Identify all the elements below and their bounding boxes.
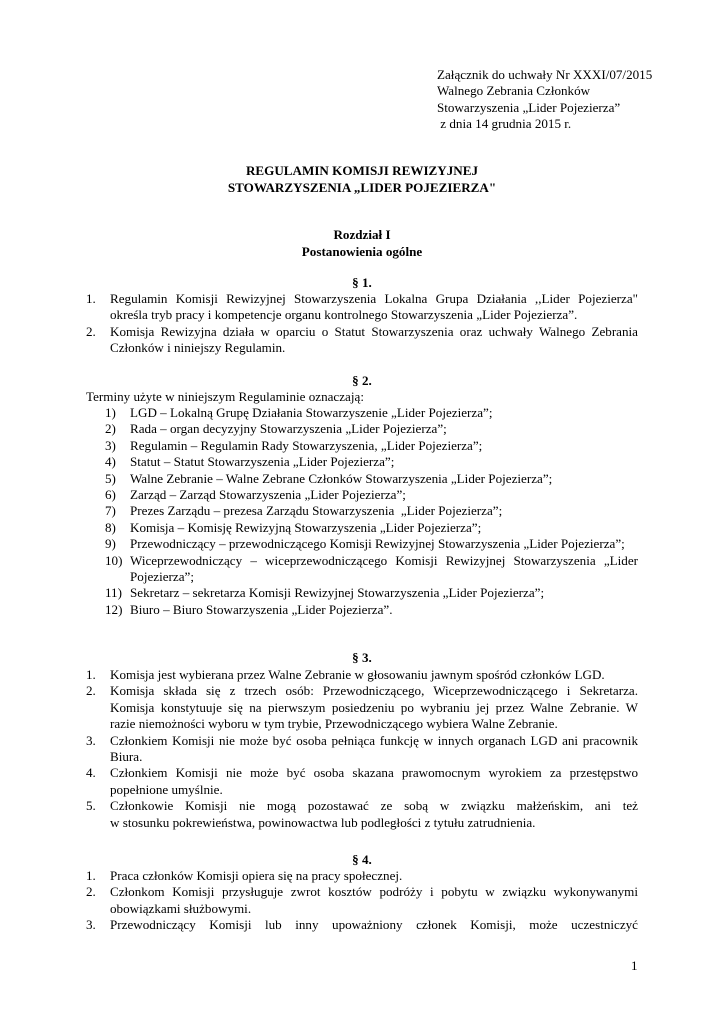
definition-text: Zarząd – Zarząd Stowarzyszenia „Lider Pojezierza”; xyxy=(130,487,406,503)
list-item-line: Praca członków Komisji opiera się na pracy społecznej. xyxy=(110,868,403,883)
definition-text: Przewodniczący – przewodniczącego Komisji Rewizyjnej Stowarzyszenia „Lider Pojezierza”; xyxy=(130,536,625,552)
list-item-line: Komisja jest wybierana przez Walne Zebranie w głosowaniu jawnym spośród członków LGD. xyxy=(110,667,605,682)
list-item xyxy=(86,324,638,357)
list-item-line: Komisja składa się z trzech osób: Przewodniczącego, Wiceprzewodniczącego i Sekretarza. xyxy=(110,683,638,699)
definition-number: 5) xyxy=(105,470,116,486)
page-number: 1 xyxy=(631,958,638,973)
definition-item xyxy=(105,487,638,503)
list-item-number: 1. xyxy=(86,291,96,306)
chapter-label: Rozdział I xyxy=(333,227,391,242)
definition-item xyxy=(105,421,638,437)
definition-text: LGD – Lokalną Grupę Działania Stowarzyszenie „Lider Pojezierza”; xyxy=(130,405,493,420)
list-item-number: 2. xyxy=(86,884,96,900)
section-heading-1: § 1. xyxy=(352,275,372,290)
list-item-line: Regulamin Komisji Rewizyjnej Stowarzyszenia Lokalna Grupa Działania ,,Lider Pojezierza" xyxy=(110,291,638,306)
list-item-line: Członków i niniejszy Regulamin. xyxy=(110,340,286,356)
definitions-list xyxy=(105,405,638,618)
attachment-note xyxy=(437,67,697,133)
definition-number: 2) xyxy=(105,421,116,437)
list-item xyxy=(86,917,638,933)
attachment-note-line: Stowarzyszenia „Lider Pojezierza” xyxy=(437,99,621,115)
list-item xyxy=(86,291,638,324)
section-1-list xyxy=(86,291,638,357)
section-heading-3: § 3. xyxy=(352,650,372,665)
definition-number: 7) xyxy=(105,503,116,519)
list-item-line: Przewodniczący Komisji lub inny upoważniony członek Komisji, może uczestniczyć xyxy=(110,917,638,933)
chapter-name: Postanowienia ogólne xyxy=(301,244,423,259)
list-item xyxy=(86,733,638,766)
definition-item xyxy=(105,585,638,601)
list-item-number: 4. xyxy=(86,765,96,781)
definition-text: Sekretarz – sekretarza Komisji Rewizyjnej Stowarzyszenia „Lider Pojezierza”; xyxy=(130,585,545,601)
section-4-list xyxy=(86,868,638,934)
list-item-number: 1. xyxy=(86,868,96,883)
definition-text: Biuro – Biuro Stowarzyszenia „Lider Pojezierza”. xyxy=(130,601,393,617)
document-title-line-1: REGULAMIN KOMISJI REWIZYJNEJ xyxy=(245,163,479,178)
list-item xyxy=(86,868,638,884)
list-item-line: Członkowie Komisji nie mogą pozostawać ze sobą w związku małżeńskim, ani też xyxy=(110,798,638,814)
list-item xyxy=(86,667,638,683)
definition-number: 9) xyxy=(105,536,116,552)
attachment-note-line: Załącznik do uchwały Nr XXXI/07/2015 xyxy=(437,67,653,82)
list-item-number: 3. xyxy=(86,732,96,748)
list-item-line: razie niemożności wyboru w tym trybie, Przewodniczącego wybiera Walne Zebranie. xyxy=(110,716,558,732)
definition-item xyxy=(105,520,638,536)
list-item-number: 2. xyxy=(86,683,96,699)
list-item-number: 5. xyxy=(86,798,96,814)
list-item-line: określa tryb pracy i kompetencje organu kontrolnego Stowarzyszenia „Lider Pojezierza”. xyxy=(110,307,578,323)
definition-text: Wiceprzewodniczący – wiceprzewodniczącego Komisji Rewizyjnej Stowarzyszenia „Lider xyxy=(130,552,638,568)
list-item xyxy=(86,798,638,831)
definition-item xyxy=(105,471,638,487)
definition-item xyxy=(105,536,638,552)
section-heading-2: § 2. xyxy=(352,373,372,388)
attachment-note-line: z dnia 14 grudnia 2015 r. xyxy=(437,116,572,132)
list-item-line: Komisja konstytuuje się na pierwszym posiedzeniu po wybraniu jej przez Walne Zebranie. W xyxy=(110,699,638,715)
definition-text: Rada – organ decyzyjny Stowarzyszenia „Lider Pojezierza”; xyxy=(130,421,447,437)
definition-number: 10) xyxy=(105,552,123,568)
section-3-list xyxy=(86,667,638,831)
definition-number: 8) xyxy=(105,519,116,535)
definition-number: 1) xyxy=(105,405,116,420)
list-item-number: 3. xyxy=(86,917,96,933)
list-item-line: Biura. xyxy=(110,749,143,765)
document-title-line-2: STOWARZYSZENIA „LIDER POJEZIERZA" xyxy=(227,180,497,195)
definition-text: Walne Zebranie – Walne Zebrane Członków Stowarzyszenia „Lider Pojezierza”; xyxy=(130,470,553,486)
definition-text: Komisja – Komisję Rewizyjną Stowarzyszenia „Lider Pojezierza”; xyxy=(130,519,482,535)
definition-text: Pojezierza”; xyxy=(130,569,194,585)
definition-item xyxy=(105,503,638,519)
list-item xyxy=(86,683,638,732)
definition-number: 6) xyxy=(105,487,116,503)
list-item-number: 1. xyxy=(86,667,96,682)
list-item xyxy=(86,765,638,798)
list-item-line: Członkom Komisji przysługuje zwrot kosztów podróży i pobytu w związku wykonywanymi xyxy=(110,884,638,900)
list-item-line: popełnione umyślnie. xyxy=(110,781,223,797)
definition-text: Prezes Zarządu – prezesa Zarządu Stowarzyszenia „Lider Pojezierza”; xyxy=(130,503,503,519)
attachment-note-line: Walnego Zebrania Członków xyxy=(437,83,591,99)
definition-number: 4) xyxy=(105,454,116,470)
definition-number: 11) xyxy=(105,585,122,601)
definition-item xyxy=(105,553,638,586)
definition-text: Regulamin – Regulamin Rady Stowarzyszenia, „Lider Pojezierza”; xyxy=(130,437,483,453)
definition-number: 12) xyxy=(105,601,123,617)
definition-number: 3) xyxy=(105,437,116,453)
list-item-line: w stosunku pokrewieństwa, powinowactwa lub podległości z tytułu zatrudnienia. xyxy=(110,814,536,830)
definition-item xyxy=(105,405,638,421)
list-item-number: 2. xyxy=(86,323,96,339)
list-item-line: Członkiem Komisji nie może być osoba skazana prawomocnym wyrokiem za przestępstwo xyxy=(110,765,638,781)
list-item xyxy=(86,884,638,917)
definition-item xyxy=(105,454,638,470)
definition-text: Statut – Statut Stowarzyszenia „Lider Pojezierza”; xyxy=(130,454,395,470)
section-2-intro: Terminy użyte w niniejszym Regulaminie oznaczają: xyxy=(86,389,364,404)
definition-item xyxy=(105,438,638,454)
list-item-line: obowiązkami służbowymi. xyxy=(110,900,252,916)
definition-item xyxy=(105,602,638,618)
list-item-line: Komisja Rewizyjna działa w oparciu o Statut Stowarzyszenia oraz uchwały Walnego Zebrania xyxy=(110,323,638,339)
section-heading-4: § 4. xyxy=(352,852,372,867)
list-item-line: Członkiem Komisji nie może być osoba pełniąca funkcję w innych organach LGD ani pracownik xyxy=(110,732,638,748)
